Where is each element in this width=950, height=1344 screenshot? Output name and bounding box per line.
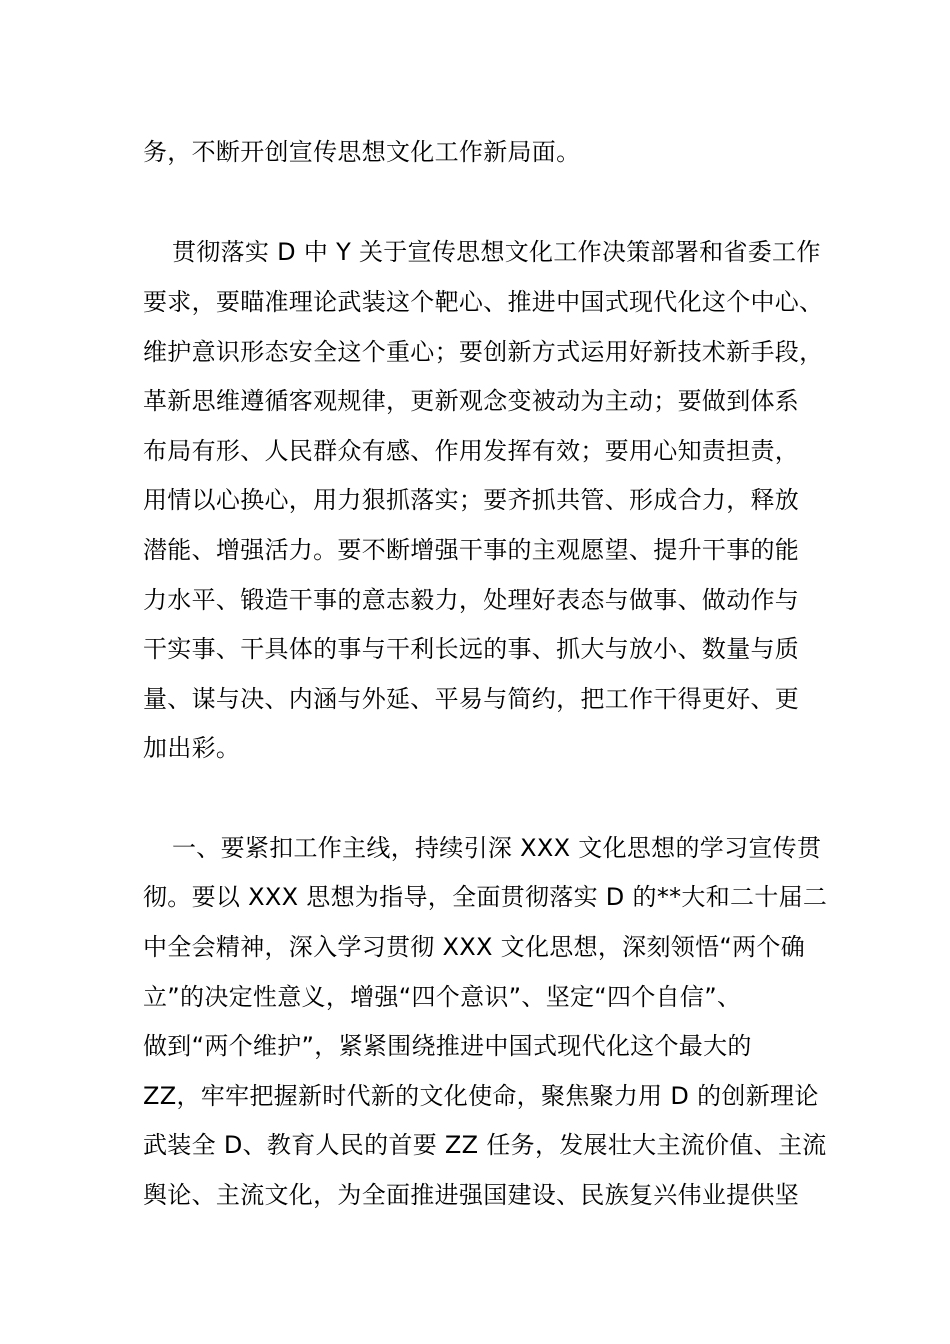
text-line: 要求，要瞄准理论武装这个靶心、推进中国式现代化这个中心、 <box>143 288 824 316</box>
text-line: ZZ，牢牢把握新时代新的文化使命，聚焦聚力用 D 的创新理论 <box>143 1082 819 1110</box>
text-line: 舆论、主流文化，为全面推进强国建设、民族复兴伟业提供坚 <box>143 1181 800 1209</box>
text-line: 立”的决定性意义，增强“四个意识”、坚定“四个自信”、 <box>143 983 742 1011</box>
text-line: 量、谋与决、内涵与外延、平易与简约，把工作干得更好、更 <box>143 685 800 713</box>
text-line: 潜能、增强活力。要不断增强干事的主观愿望、提升干事的能 <box>143 536 800 564</box>
text-line: 做到“两个维护”，紧紧围绕推进中国式现代化这个最大的 <box>143 1032 752 1060</box>
text-line: 干实事、干具体的事与干利长远的事、抓大与放小、数量与质 <box>143 635 800 663</box>
text-line: 武装全 D、教育人民的首要 ZZ 任务，发展壮大主流价值、主流 <box>143 1131 827 1159</box>
text-line: 加出彩。 <box>143 734 241 762</box>
text-line: 务，不断开创宣传思想文化工作新局面。 <box>143 138 581 166</box>
text-line: 布局有形、人民群众有感、作用发挥有效；要用心知责担责， <box>143 437 800 465</box>
text-line: 力水平、锻造干事的意志毅力，处理好表态与做事、做动作与 <box>143 586 800 614</box>
text-line: 一、要紧扣工作主线，持续引深 XXX 文化思想的学习宣传贯 <box>172 834 822 862</box>
text-line: 中全会精神，深入学习贯彻 XXX 文化思想，深刻领悟“两个确 <box>143 933 806 961</box>
text-line: 贯彻落实 D 中 Y 关于宣传思想文化工作决策部署和省委工作 <box>172 238 821 266</box>
text-line: 维护意识形态安全这个重心；要创新方式运用好新技术新手段， <box>143 338 824 366</box>
text-line: 彻。要以 XXX 思想为指导，全面贯彻落实 D 的**大和二十届二 <box>143 883 828 911</box>
text-line: 革新思维遵循客观规律，更新观念变被动为主动；要做到体系 <box>143 387 800 415</box>
text-line: 用情以心换心，用力狠抓落实；要齐抓共管、形成合力，释放 <box>143 486 800 514</box>
